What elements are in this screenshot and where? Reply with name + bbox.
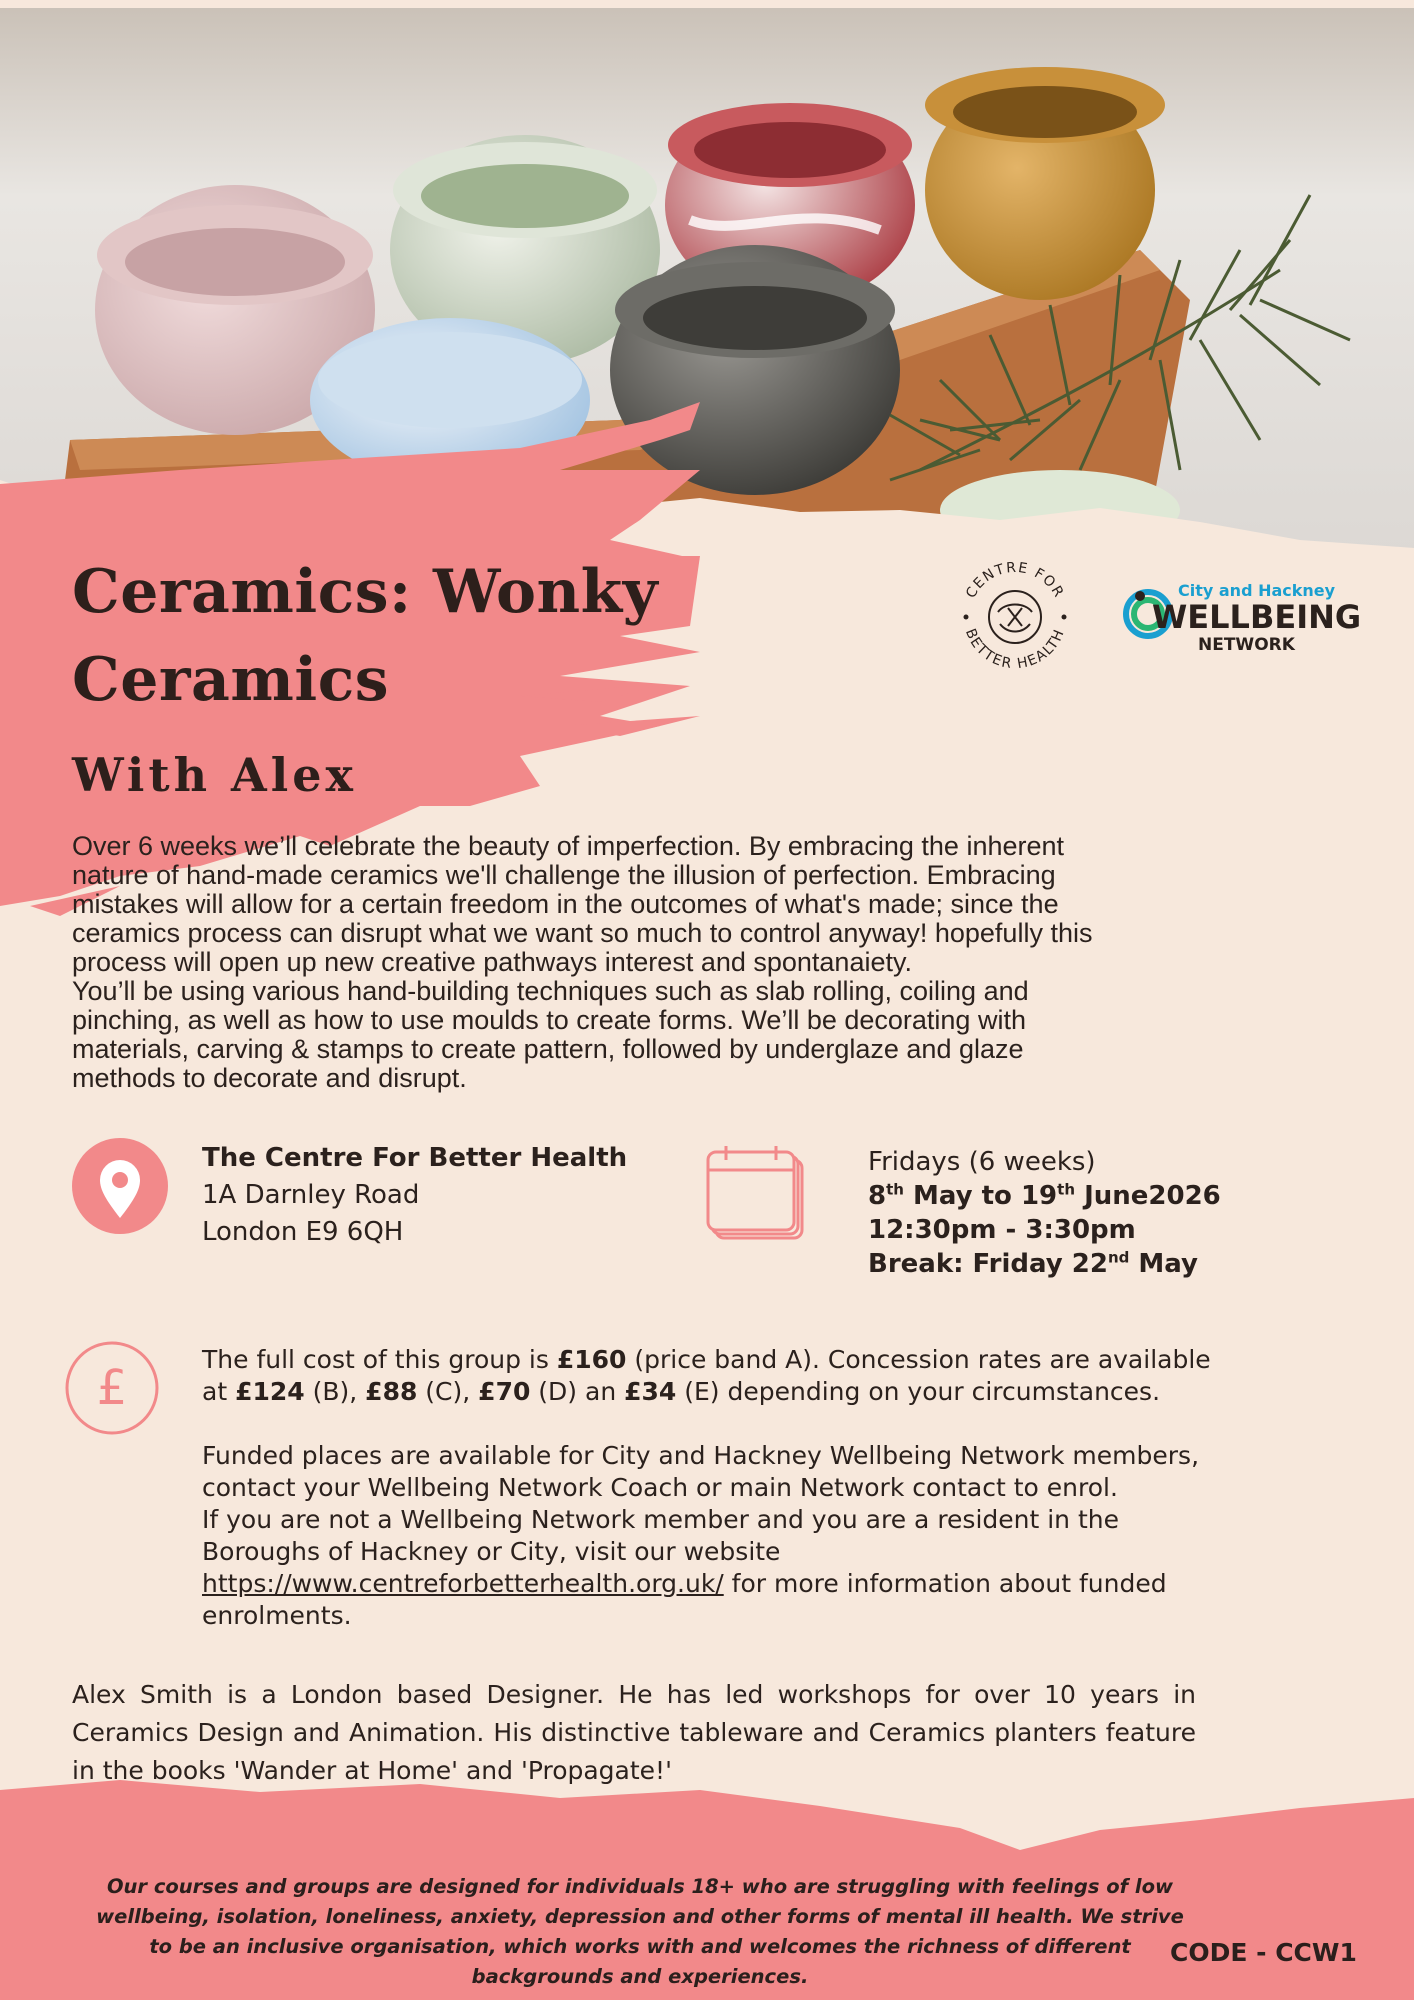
pricing-text: The full cost of this group is £160 (price band A). Concession rates are available at £124 (B), £88 (C), £70 (D) an £34 (E) depending on your circumstances. [202,1345,1211,1406]
svg-text:NETWORK: NETWORK [1198,635,1295,655]
inclusion-statement: Our courses and groups are designed for individuals 18+ who are struggling with feelings of low wellbeing, isolation, loneliness, anxiety, depression and other forms of mental ill health. We strive to be an inclusive organisation, which works with and welcomes the richness of different backgrounds and experiences. [96,1875,1184,1988]
venue-address-line: London E9 6QH [202,1217,404,1247]
tutor-bio: Alex Smith is a London based Designer. He has led workshops for over 10 years in Ceramics Design and Animation. His distinctive tableware and Ceramics planters feature in the books 'Wander at Home' and 'Propagate!' [72,1680,1196,1785]
city-and-hackney-wellbeing-network-logo [1118,578,1368,658]
cost-block [202,1344,1232,1632]
schedule-time: 12:30pm - 3:30pm [868,1215,1136,1245]
funded-places-text: Funded places are available for City and Hackney Wellbeing Network members, contact your Wellbeing Network Coach or main Network contact to enrol. [202,1441,1200,1502]
schedule-block [868,1145,1221,1281]
schedule-dates: 8th May to 19th June2026 [868,1180,1221,1211]
non-member-text: If you are not a Wellbeing Network member and you are a resident in the Boroughs of Hackney or City, visit our website https://www.centreforbetterhealth.org.uk/ for more information about funded enrolments. [202,1505,1167,1630]
svg-text:£: £ [96,1360,128,1416]
schedule-days: Fridays (6 weeks) [868,1147,1096,1177]
hero-photo-ceramic-pots [0,0,1414,560]
page-subtitle: With Alex [72,748,357,802]
pound-sign-icon [64,1340,160,1436]
description-paragraph: Over 6 weeks we’ll celebrate the beauty of imperfection. By embracing the inherent nature of hand-made ceramics we'll challenge the illusion of perfection. Embracing mistakes will allow for a certain freedom in the outcomes of what's made; since the ceramics process can disrupt what we want so much to control anyway! hopefully this process will open up new creative pathways interest and spontanaiety. [72,831,1093,977]
location-pin-icon [72,1138,168,1234]
svg-text:WELLBEING: WELLBEING [1152,598,1362,636]
svg-text:BETTER HEALTH: BETTER HEALTH [961,626,1069,673]
website-link[interactable]: https://www.centreforbetterhealth.org.uk/ [202,1569,724,1598]
schedule-break: Break: Friday 22nd May [868,1248,1198,1279]
calendar-icon [706,1144,810,1244]
venue-block [202,1140,627,1251]
venue-address-line: 1A Darnley Road [202,1180,420,1210]
svg-text:City and Hackney: City and Hackney [1178,581,1336,600]
course-code: CODE - CCW1 [1170,1938,1357,1967]
centre-for-better-health-logo [950,552,1080,682]
course-description [72,832,1122,1093]
svg-text:CENTRE FOR: CENTRE FOR [963,559,1067,602]
venue-name: The Centre For Better Health [202,1143,628,1173]
page-title: Ceramics: Wonky Ceramics [72,557,659,715]
description-paragraph: You’ll be using various hand-building techniques such as slab rolling, coiling and pinching, as well as how to use moulds to create forms. We’ll be decorating with materials, carving & stamps to create pattern, followed by underglaze and glaze methods to decorate and disrupt. [72,976,1029,1093]
